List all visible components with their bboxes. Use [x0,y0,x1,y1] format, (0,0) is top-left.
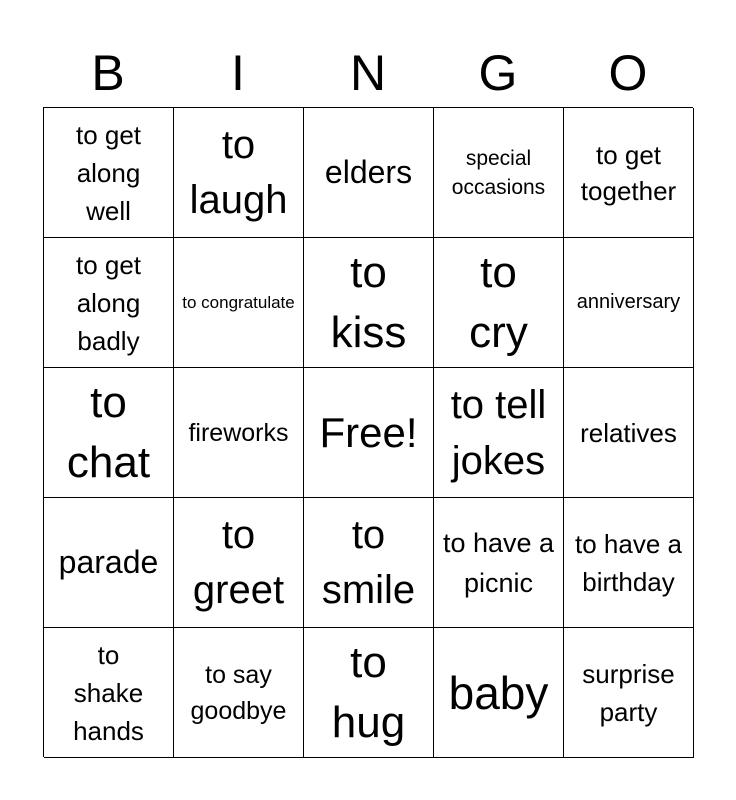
cell-text: relatives [580,417,677,448]
header-letter-o: O [608,45,648,101]
cell-text: to greet [192,512,285,612]
cell-text: to tell jokes [450,382,547,483]
cell-text: to hug [331,637,406,747]
cell-text: to say goodbye [190,660,287,725]
cell-text: to kiss [330,247,407,357]
bingo-card-grid [43,107,693,757]
cell-text: to get along badly [75,249,142,356]
cell-text: to chat [66,377,151,487]
bingo-cell[interactable] [564,368,694,498]
bingo-cell[interactable] [564,498,694,628]
bingo-cell[interactable] [44,108,174,238]
bingo-cell[interactable] [304,368,434,498]
bingo-cell[interactable] [304,498,434,628]
header-letter-g: G [478,45,518,101]
cell-text: parade [58,544,159,580]
bingo-cell[interactable] [564,238,694,368]
cell-text: to congratulate [182,292,295,312]
cell-text: special occasions [451,146,546,199]
cell-text: elders [324,154,413,190]
bingo-cell[interactable] [434,238,564,368]
header-letter-i: I [231,45,245,101]
cell-text: Free! [319,408,418,456]
cell-text: to have a picnic [442,527,555,598]
cell-text: to have a birthday [575,528,682,597]
bingo-cell[interactable] [564,108,694,238]
cell-text: baby [448,666,549,719]
bingo-cell[interactable] [174,628,304,758]
bingo-cell[interactable] [564,628,694,758]
bingo-header [43,38,693,108]
bingo-cell[interactable] [44,628,174,758]
cell-text: to get together [580,139,677,206]
cell-text: to smile [321,512,416,612]
bingo-cell[interactable] [44,238,174,368]
bingo-cell[interactable] [434,108,564,238]
bingo-cell[interactable] [44,368,174,498]
bingo-cell[interactable] [174,368,304,498]
header-letter-b: B [91,45,125,101]
bingo-cell[interactable] [304,628,434,758]
bingo-cell[interactable] [174,498,304,628]
bingo-cell[interactable] [304,238,434,368]
cell-text: to cry [469,247,528,357]
cell-text: to shake hands [73,639,144,746]
header-letter-n: N [349,45,387,101]
bingo-cell[interactable] [434,628,564,758]
bingo-cell[interactable] [434,368,564,498]
cell-text: anniversary [576,291,681,313]
cell-text: to laugh [189,122,288,222]
cell-text: to get along well [75,119,142,226]
cell-text: surprise party [582,658,675,727]
bingo-cell[interactable] [304,108,434,238]
bingo-cell[interactable] [174,108,304,238]
bingo-cell[interactable] [434,498,564,628]
bingo-cell[interactable] [44,498,174,628]
cell-text: fireworks [188,418,289,447]
bingo-cell[interactable] [174,238,304,368]
